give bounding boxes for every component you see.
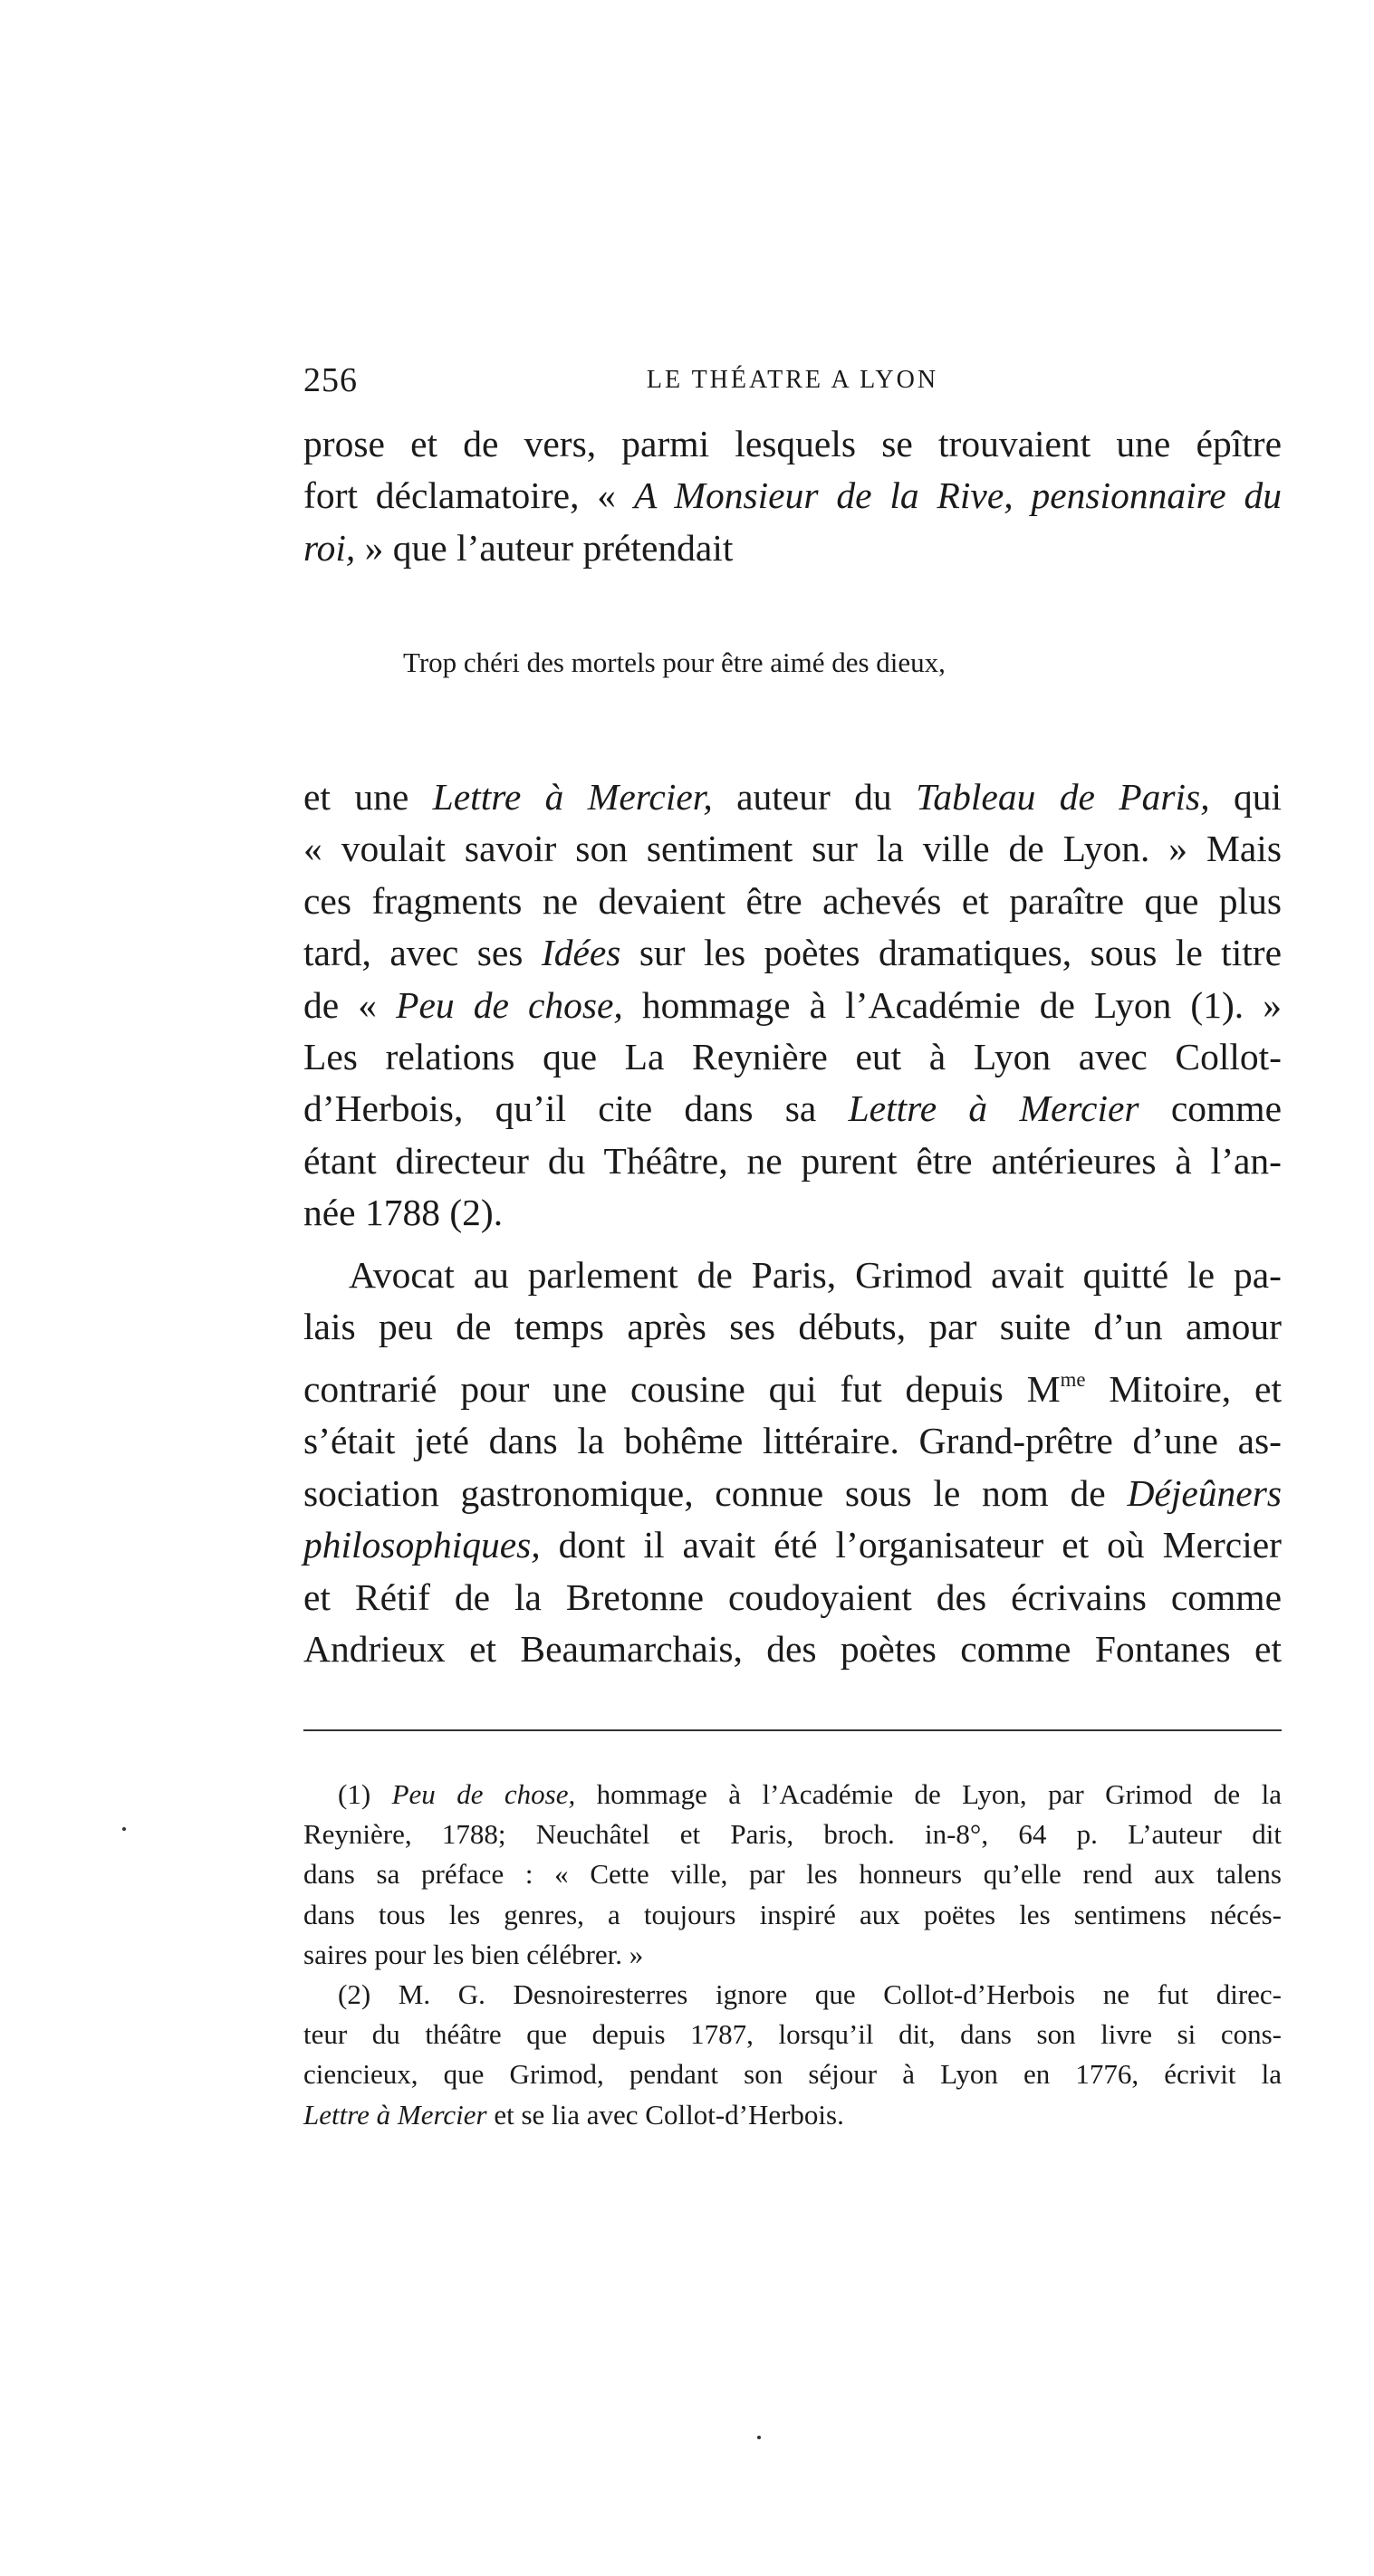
text-line: philosophiques, dont il avait été l’organisateur et où Mercier xyxy=(303,1524,1282,1566)
footnote-separator-rule xyxy=(303,1729,1282,1731)
running-head xyxy=(303,360,1282,406)
page-number: 256 xyxy=(303,361,358,399)
footnote-line: Lettre à Mercier et se lia avec Collot-d’Herbois. xyxy=(303,2098,844,2131)
text-line: Les relations que La Reynière eut à Lyon avec Collot- xyxy=(303,1036,1282,1078)
paragraph-lettre-a-mercier xyxy=(303,771,1282,1240)
footnote-line: teur du théâtre que depuis 1787, lorsqu’il dit, dans son livre si cons- xyxy=(303,2018,1282,2051)
text-line: contrarié pour une cousine qui fut depuis $M^{me}$ Mitoire, et xyxy=(303,1367,1282,1410)
text-line: prose et de vers, parmi lesquels se trouvaient une épître xyxy=(303,423,1282,464)
paragraph-avocat xyxy=(303,1250,1282,1675)
footnote-line: saires pour les bien célébrer. » xyxy=(303,1938,644,1970)
text-line: ces fragments ne devaient être achevés et paraître que plus xyxy=(303,879,1282,922)
footnote-line: ciencieux, que Grimod, pendant son séjour à Lyon en 1776, écrivit la xyxy=(303,2058,1282,2091)
text-line: de « Peu de chose, hommage à l’Académie de Lyon (1). » xyxy=(303,983,1283,1026)
verse-quotation: Trop chéri des mortels pour être aimé des dieux, xyxy=(403,646,946,678)
footnote-line: (2) M. G. Desnoiresterres ignore que Collot-d’Herbois ne fut direc- xyxy=(338,1978,1282,2011)
footnote-line: Reynière, 1788; Neuchâtel et Paris, broch. in-8°, 64 p. L’auteur dit xyxy=(303,1818,1282,1851)
text-line: Andrieux et Beaumarchais, des poètes comme Fontanes et xyxy=(303,1627,1282,1670)
text-line: sociation gastronomique, connue sous le nom de Déjeûners xyxy=(303,1471,1282,1514)
text-line: et Rétif de la Bretonne coudoyaient des écrivains comme xyxy=(303,1575,1282,1618)
text-line: s’était jeté dans la bohême littéraire. Grand-prêtre d’une as- xyxy=(303,1420,1282,1462)
text-line: et une Lettre à Mercier, auteur du Tableau de Paris, qui xyxy=(303,776,1283,818)
stray-ink-mark xyxy=(757,2436,761,2439)
text-line: étant directeur du Théâtre, ne purent être antérieures à l’an- xyxy=(303,1139,1282,1182)
text-line: née 1788 (2). xyxy=(303,1192,504,1234)
text-line: roi, » que l’auteur prétendait xyxy=(303,526,734,569)
text-line: lais peu de temps après ses débuts, par suite d’un amour xyxy=(303,1306,1282,1348)
italic-title: A Monsieur de la Rive, pensionnaire du xyxy=(633,474,1282,517)
text-line: tard, avec ses Idées sur les poètes dramatiques, sous le titre xyxy=(303,932,1282,974)
footnote-line: (1) Peu de chose, hommage à l’Académie de Lyon, par Grimod de la xyxy=(338,1778,1282,1810)
footnote-line: dans sa préface : « Cette ville, par les honneurs qu’elle rend aux talens xyxy=(303,1858,1282,1891)
stray-ink-mark xyxy=(122,1827,126,1831)
footnotes xyxy=(303,1775,1282,2135)
footnote-2 xyxy=(303,1975,1282,2135)
paragraph-continuation xyxy=(303,418,1282,574)
italic-title: roi, xyxy=(303,526,356,569)
footnote-line: dans tous les genres, a toujours inspiré aux poëtes les sentimens nécés- xyxy=(303,1898,1282,1930)
footnote-1 xyxy=(303,1775,1282,1975)
running-title: LE THÉATRE A LYON xyxy=(646,366,939,394)
text-line: « voulait savoir son sentiment sur la ville de Lyon. » Mais xyxy=(303,828,1282,870)
text-line: Avocat au parlement de Paris, Grimod avait quitté le pa- xyxy=(349,1254,1282,1296)
text-line: d’Herbois, qu’il cite dans sa Lettre à Mercier comme xyxy=(303,1087,1282,1130)
text-line: fort déclamatoire, « A Monsieur de la Rive, pensionnaire du xyxy=(303,474,1282,517)
